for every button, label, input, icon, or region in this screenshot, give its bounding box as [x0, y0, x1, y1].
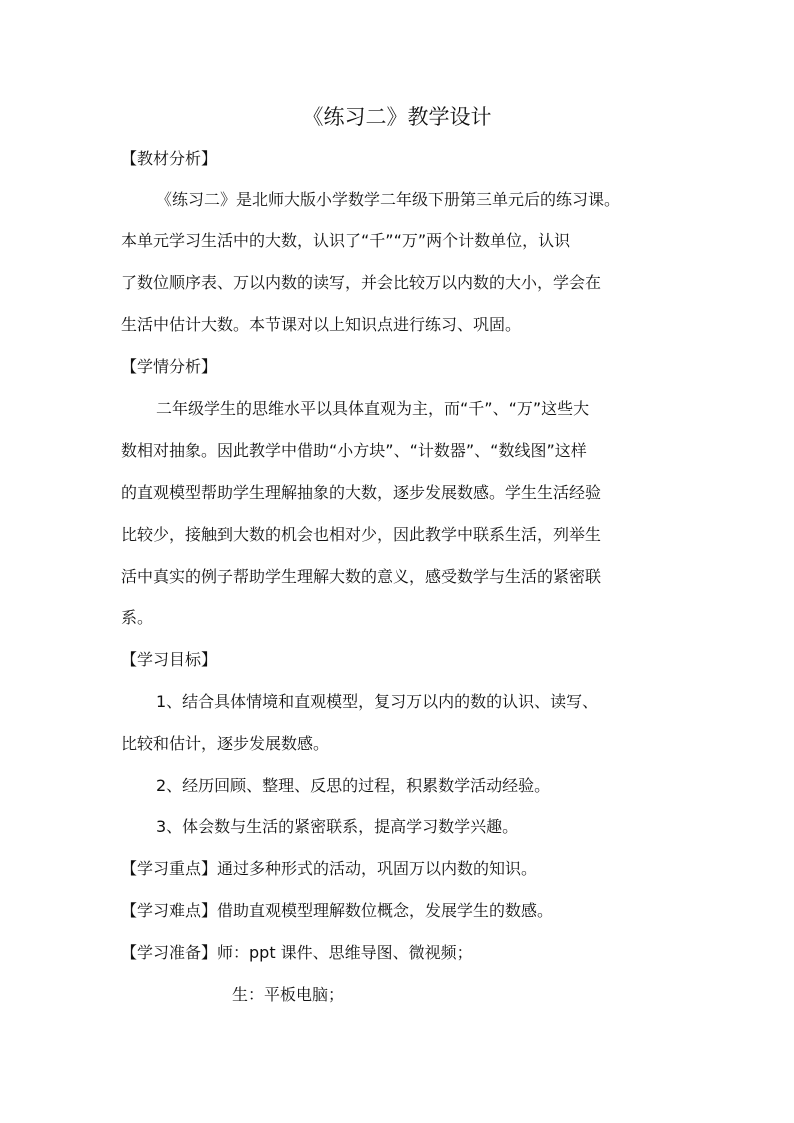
goal-line: 1、结合具体情境和直观模型，复习万以内的数的认识、读写、: [156, 692, 599, 711]
paragraph-line: 本单元学习生活中的大数，认识了“千”“万”两个计数单位，认识: [121, 231, 571, 250]
paragraph-line: 《练习二》是北师大版小学数学二年级下册第三单元后的练习课。: [156, 190, 621, 209]
preparation-teacher-line: 【学习准备】师：ppt 课件、思维导图、微视频；: [121, 943, 473, 962]
difficulty-line: 【学习难点】借助直观模型理解数位概念，发展学生的数感。: [121, 901, 554, 920]
goal-line: 2、经历回顾、整理、反思的过程，积累数学活动经验。: [156, 776, 551, 795]
section-heading-goals: 【学习目标】: [121, 650, 218, 669]
key-point-line: 【学习重点】通过多种形式的活动，巩固万以内数的知识。: [121, 859, 538, 878]
paragraph-line: 生活中估计大数。本节课对以上知识点进行练习、巩固。: [121, 315, 522, 334]
paragraph-line: 系。: [121, 608, 154, 627]
paragraph-line: 的直观模型帮助学生理解抽象的大数，逐步发展数感。学生生活经验: [121, 483, 602, 502]
section-heading-students: 【学情分析】: [121, 357, 218, 376]
preparation-student-line: 生：平板电脑；: [232, 985, 345, 1004]
paragraph-line: 活中真实的例子帮助学生理解大数的意义，感受数学与生活的紧密联: [121, 567, 602, 586]
paragraph-line: 比较少，接触到大数的机会也相对少，因此教学中联系生活，列举生: [121, 525, 602, 544]
paragraph-line: 了数位顺序表、万以内数的读写，并会比较万以内数的大小，学会在: [121, 273, 602, 292]
paragraph-line: 二年级学生的思维水平以具体直观为主，而“千”、“万”这些大: [156, 399, 590, 418]
section-heading-textbook: 【教材分析】: [121, 149, 218, 168]
paragraph-line: 数相对抽象。因此教学中借助“小方块”、“计数器”、“数线图”这样: [121, 441, 587, 460]
goal-line: 3、体会数与生活的紧密联系，提高学习数学兴趣。: [156, 817, 519, 836]
page-title: 《练习二》教学设计: [302, 105, 492, 129]
goal-line: 比较和估计，逐步发展数感。: [121, 734, 330, 753]
